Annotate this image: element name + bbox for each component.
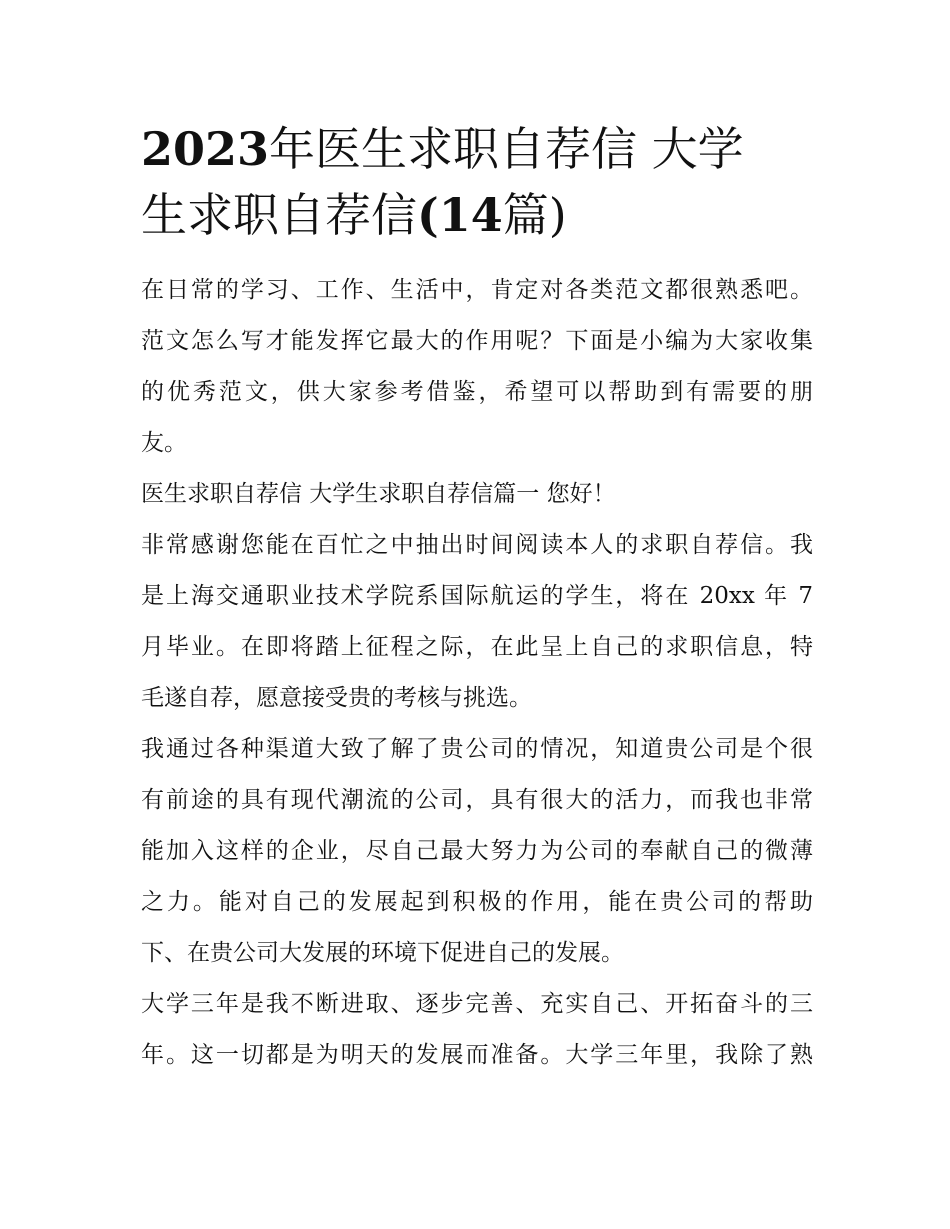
text-line: 医生求职自荐信 大学生求职自荐信篇一 您好！ [141, 481, 616, 507]
title-line-1 [141, 116, 813, 182]
paragraph-university [141, 979, 813, 1081]
document-title [141, 116, 813, 248]
title-text: 年医生求职自荐信 大学 [269, 122, 744, 176]
text-line: 下、在贵公司大发展的环境下促进自己的发展。 [141, 940, 624, 966]
text-line: 在日常的学习、工作、生活中，肯定对各类范文都很熟悉吧。 [141, 277, 813, 303]
text-line: 年。这一切都是为明天的发展而准备。大学三年里，我除了熟 [141, 1042, 813, 1068]
text-line: 友。 [141, 430, 187, 456]
text-line: 月毕业。在即将踏上征程之际，在此呈上自己的求职信息，特 [141, 634, 813, 660]
text-line: 我通过各种渠道大致了解了贵公司的情况，知道贵公司是个很 [141, 736, 813, 762]
text-line: 能加入这样的企业，尽自己最大努力为公司的奉献自己的微薄 [141, 838, 813, 864]
document-page [141, 116, 813, 1081]
text-line: 之力。能对自己的发展起到积极的作用，能在贵公司的帮助 [141, 889, 813, 915]
title-text: 生求职自荐信 [141, 188, 417, 242]
text-line: 非常感谢您能在百忙之中抽出时间阅读本人的求职自荐信。我 [141, 532, 813, 558]
title-line-2 [141, 182, 813, 248]
paragraph-greeting [141, 520, 813, 724]
text-line: 是上海交通职业技术学院系国际航运的学生，将在 20xx 年 7 [141, 583, 813, 609]
paragraph-company [141, 724, 813, 979]
text-line: 大学三年是我不断进取、逐步完善、充实自己、开拓奋斗的三 [141, 991, 813, 1017]
text-line: 的优秀范文，供大家参考借鉴，希望可以帮助到有需要的朋 [141, 379, 813, 405]
paragraph-intro [141, 265, 813, 469]
document-body [141, 265, 813, 1081]
title-year: 2023 [141, 122, 270, 176]
text-line: 范文怎么写才能发挥它最大的作用呢？下面是小编为大家收集 [141, 328, 813, 354]
text-line: 毛遂自荐，愿意接受贵的考核与挑选。 [141, 685, 532, 711]
title-text: 篇) [502, 188, 567, 242]
text-line: 有前途的具有现代潮流的公司，具有很大的活力，而我也非常 [141, 787, 813, 813]
paragraph-section-heading [141, 469, 813, 520]
title-count: (14 [417, 188, 503, 242]
